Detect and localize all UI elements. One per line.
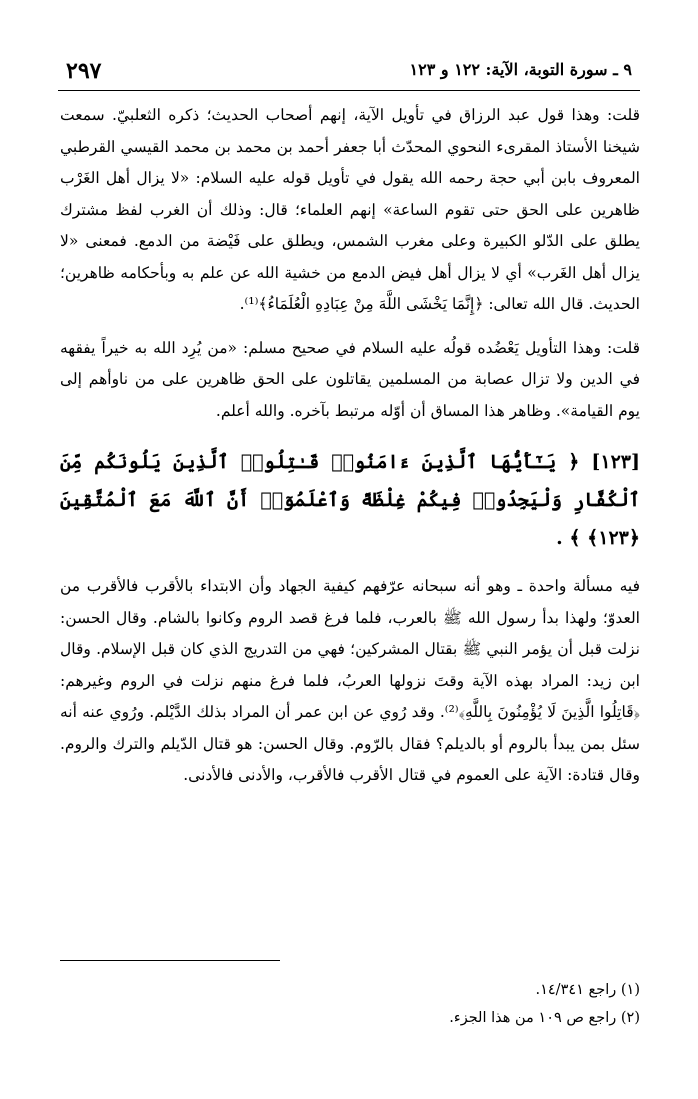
header-rule [58,90,640,91]
paragraph-2: قلت: وهذا التأويل يَعْضُده قولُه عليه السلام في صحيح مسلم: «من يُرِد الله به خيراً يفقهه في الدين ولا تزال عصابة من المسلمين يقاتلون على الحق ظاهرين على من ناوأهم إلى يوم القيامة». وظاهر هذا المساق أن أوّله مرتبط بآخره. والله أعلم. [60,338,640,420]
verse-text: ﴿ يَـٰٓأَيُّهَا ٱلَّذِينَ ءَامَنُوا۟ قَـٰتِلُوا۟ ٱلَّذِينَ يَلُونَكُم مِّنَ ٱلْكُفَّارِ وَلْيَجِدُوا۟ فِيكُمْ غِلْظَةً وَٱعْلَمُوٓا۟ أَنَّ ٱللَّهَ مَعَ ٱلْمُتَّقِينَ ﴿١٢٣﴾ ﴾ . [60,451,640,549]
footnote-1: (١) راجع ١٤/٣٤١. [535,982,640,998]
header-title: ٩ ـ سورة التوبة، الآية: ١٢٢ و ١٢٣ [409,60,632,79]
paragraph-1: قلت: وهذا قول عبد الرزاق في تأويل الآية، إنهم أصحاب الحديث؛ ذكره الثعلبيّ. سمعت شيخنا الأستاذ المقرىء النحوي المحدّث أبا جعفر أحمد بن محمد بن محمد القيسي القرطبي المعروف بابن أبي حجة رحمه الله يقول في تأويل قوله عليه السلام: «لا يزال أهل الغَرْب ظاهرين على الحق حتى تقوم الساعة» إنهم العلماء؛ قال: وذلك أن الغرب لفظ مشترك يطلق على الدّلو الكبيرة وعلى مغرب الشمس، ويطلق على فَيْضة من الدمع. فمعنى «لا يزال أهل الغَرب» أي لا يزال أهل فيض الدمع من خشية الله عن علم به وبأحكامه ظاهرين؛ الحديث. قال الله تعالى: ﴿إِنَّمَا يَخْشَى اللَّهَ مِنْ عِبَادِهِ الْعُلَمَاءُ﴾⁽¹⁾. [60,106,640,313]
main-text [60,100,640,792]
footnote-rule [60,960,280,961]
page-number: ٢٩٧ [66,58,102,84]
running-header [58,58,640,90]
verse-block [60,443,640,557]
commentary-paragraph: فيه مسألة واحدة ـ وهو أنه سبحانه عرّفهم كيفية الجهاد وأن الابتداء بالأقرب فالأقرب من العدوّ؛ ولهذا بدأ رسول الله ﷺ بالعرب، فلما فرغ قصد الروم وكانوا بالشام. وقال الحسن: نزلت قبل أن يؤمر النبي ﷺ بقتال المشركين؛ فهي من التدريج الذي كان قبل الإسلام. وقال ابن زيد: المراد بهذه الآية وقتَ نزولها العربُ، فلما فرغ منهم نزلت في الروم وغيرهم: ﴿قَاتِلُوا الَّذِينَ لَا يُؤْمِنُونَ بِاللَّهِ﴾⁽²⁾. وقد رُوي عن ابن عمر أن المراد بذلك الدَّيْلم. ورُوي عنه أنه سئل بمن يبدأ بالروم أو بالديلم؟ فقال بالرّوم. وقال الحسن: هو قتال الدّيلم والترك والروم. وقال قتادة: الآية على العموم في قتال الأقرب فالأقرب، والأدنى فالأدنى. [60,577,640,784]
verse-number: [١٢٣] [591,451,640,473]
footnote-2: (٢) راجع ص ١٠٩ من هذا الجزء. [449,1010,640,1026]
footnotes [60,960,640,1032]
